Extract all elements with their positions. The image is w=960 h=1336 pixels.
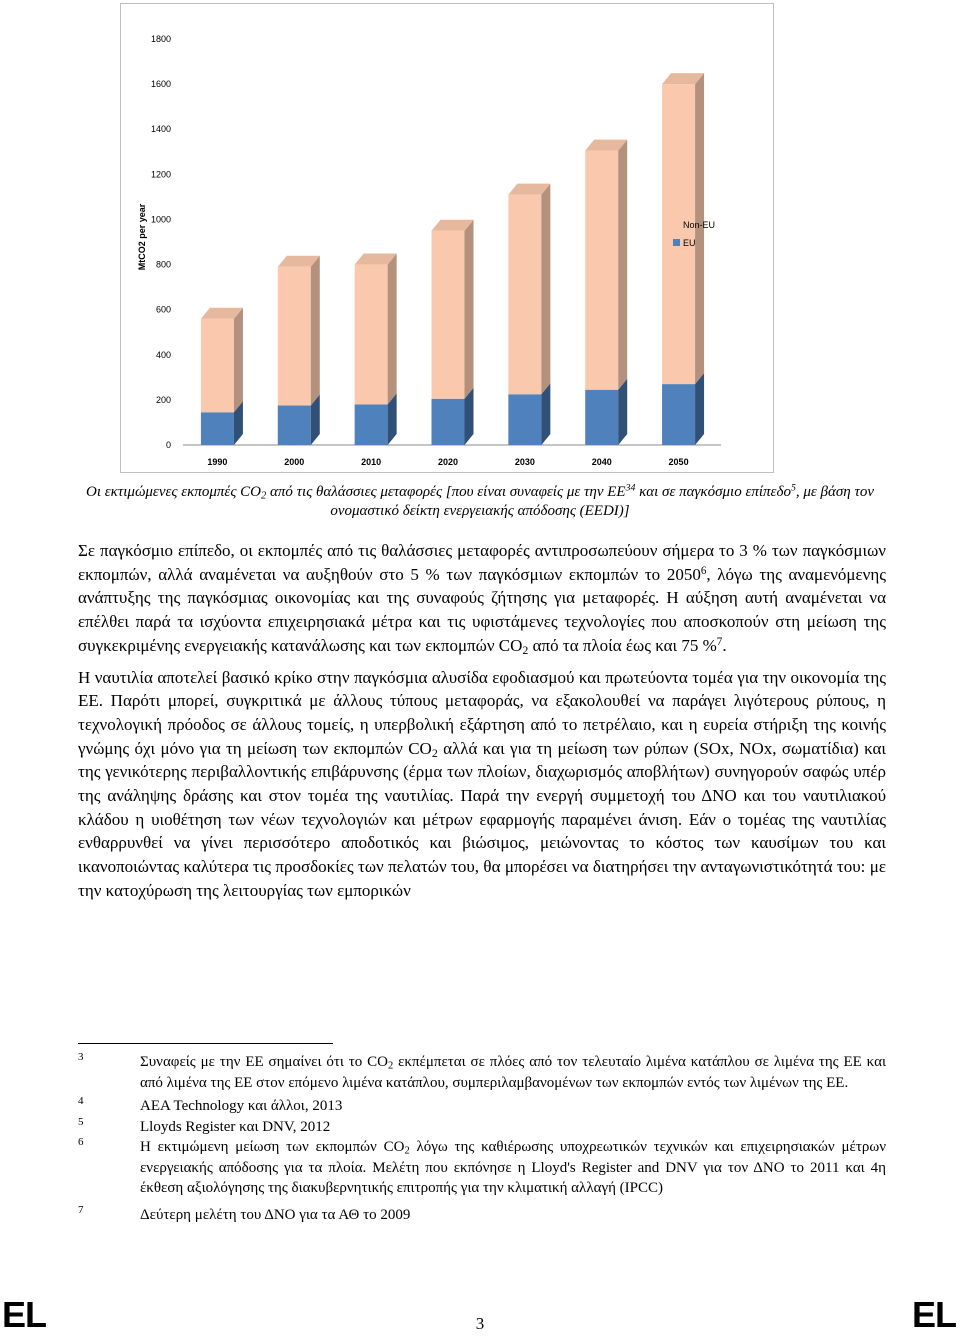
- text: λόγω της καθιέρωσης υποχρεωτικών τεχνικών και επιχειρησιακών μέτρων ενεργειακής απόδοσης για τα πλοία. Μελέτη που εκπόνησε η Lloyd's Register and DNV για τον ΔΝΟ το 2011 και 4η έκθεση αξιολόγησης της διακυβερνητικής επιτροπής για την κλιματική αλλαγή (IPCC): [140, 1139, 886, 1196]
- footnote-ref: 6: [700, 564, 707, 577]
- bar-eu-2030: [508, 394, 541, 445]
- chart-svg: [121, 4, 775, 474]
- bar-eu-2010: [355, 404, 388, 445]
- footnote-7: [78, 1205, 886, 1226]
- footnote-number: 3: [78, 1051, 84, 1063]
- bar-eu-2050: [662, 384, 695, 445]
- y-axis-label: MtCO2 per year: [137, 203, 147, 271]
- subscript: 2: [522, 642, 529, 657]
- text: , λόγω της αναμενόμενης ανάπτυξης της παγκόσμιας οικονομίας και της συναφούς ζήτησης για μεταφορές. Η αύξηση αυτή αναμένεται να επέλθει παρά τα ισχύοντα επιχειρησιακά μέτρα και τις υφιστάμενες τεχνολογίες που αποσκοπούν στη μείωση της συγκεκριμένης ενεργειακής κατανάλωσης και των εκπομπών CO: [78, 564, 886, 655]
- legend-swatch-non-eu: [673, 221, 680, 228]
- y-tick-label: 1200: [150, 169, 171, 180]
- figure-caption: [80, 483, 880, 521]
- x-tick-label: 1990: [207, 457, 228, 467]
- caption-footnote-ref: 5: [790, 482, 796, 494]
- footnotes: [78, 1052, 886, 1225]
- paragraph-1: [78, 539, 886, 658]
- caption-text: και σε παγκόσμιο επίπεδο: [635, 484, 791, 500]
- paragraph-2: [78, 666, 886, 903]
- legend-swatch-eu: [673, 239, 680, 246]
- bar-side-non-eu-2010: [388, 254, 397, 405]
- text: AEA Technology και άλλοι, 2013: [140, 1098, 343, 1114]
- footnote-4: [78, 1096, 886, 1117]
- caption-text: , με βάση τον ονομαστικό δείκτη ενεργειακής απόδοσης (EEDI)]: [330, 484, 874, 519]
- caption-sub: 2: [261, 490, 267, 502]
- x-tick-label: 2000: [284, 457, 305, 467]
- bar-side-eu-2040: [618, 379, 627, 445]
- bar-side-non-eu-1990: [234, 308, 243, 413]
- bar-eu-1990: [201, 412, 234, 445]
- y-tick-label: 600: [155, 304, 171, 315]
- page-number: 3: [475, 1314, 485, 1333]
- footnote-separator: [78, 1043, 333, 1044]
- bar-non-eu-2050: [662, 84, 695, 384]
- bar-non-eu-2020: [432, 231, 465, 399]
- y-tick-label: 800: [155, 259, 171, 270]
- bar-non-eu-2000: [278, 267, 311, 406]
- footnote-number: 7: [78, 1203, 84, 1216]
- bar-non-eu-2040: [585, 151, 618, 390]
- x-tick-label: 2010: [361, 457, 382, 467]
- text: .: [722, 635, 727, 655]
- bar-eu-2000: [278, 406, 311, 445]
- footnote-3: [78, 1052, 886, 1093]
- legend-label: EU: [683, 238, 696, 248]
- body-text: [78, 539, 886, 911]
- text: Η ναυτιλία αποτελεί βασικό κρίκο στην παγκόσμια αλυσίδα εφοδιασμού και πρωτεύοντα τομέα για την οικονομία της ΕΕ. Παρότι μπορεί, συγκριτικά με άλλους τύπους μεταφοράς, να εξακολουθεί να παράγει λιγότερους ρύπους, η τεχνολογική πρόοδος σε άλλους τομείς, η υπερβολική εξάρτηση από το πετρέλαιο, και η ευρεία στήριξη της κοινής γνώμης όχι μόνο για τη μείωση των εκπομπών CO: [78, 667, 886, 758]
- footnote-6: [78, 1137, 886, 1199]
- bar-side-non-eu-2030: [541, 184, 550, 395]
- language-code-left: EL: [2, 1294, 47, 1335]
- footnote-number: 4: [78, 1095, 84, 1107]
- x-tick-label: 2030: [514, 457, 535, 467]
- bar-eu-2040: [585, 390, 618, 445]
- footnote-number: 5: [78, 1115, 84, 1128]
- text: εκπέμπεται σε πλόες από τον τελευταίο λιμένα κατάπλου σε λιμένα της ΕΕ και από λιμένα της ΕΕ στον επόμενο λιμένα κατάπλου, συμπεριλαμβανομένων των εκπομπών εντός των λιμένων της ΕΕ.: [140, 1054, 886, 1091]
- bar-side-non-eu-2040: [618, 140, 627, 390]
- y-tick-label: 1800: [150, 34, 171, 44]
- legend-label: Non-EU: [683, 220, 716, 230]
- bar-side-eu-2050: [695, 373, 704, 445]
- y-tick-label: 1000: [150, 214, 171, 225]
- text: Lloyds Register και DNV, 2012: [140, 1118, 331, 1135]
- footnote-number: 6: [78, 1136, 84, 1148]
- y-tick-label: 200: [155, 394, 171, 405]
- subscript: 2: [431, 745, 438, 760]
- bar-non-eu-2010: [355, 265, 388, 405]
- caption-footnote-ref: 34: [625, 482, 636, 494]
- y-tick-label: 0: [165, 440, 171, 450]
- text: Συναφείς με την ΕΕ σημαίνει ότι το CO: [140, 1054, 388, 1070]
- caption-text: Οι εκτιμώμενες εκπομπές CO: [86, 484, 262, 500]
- footnote-ref: 7: [716, 635, 723, 648]
- bar-side-non-eu-2020: [465, 220, 474, 399]
- bar-non-eu-1990: [201, 319, 234, 413]
- text: Δεύτερη μελέτη του ΔΝΟ για τα ΑΘ το 2009: [140, 1206, 411, 1223]
- bar-eu-2020: [432, 399, 465, 445]
- footnote-5: [78, 1117, 886, 1138]
- x-tick-label: 2050: [668, 457, 689, 467]
- y-tick-label: 1400: [150, 124, 171, 135]
- x-tick-label: 2040: [591, 457, 612, 467]
- text: από τα πλοία έως και 75 %: [528, 635, 717, 655]
- text: αλλά και για τη μείωση των ρύπων (SOx, NOx, σωματίδια) και της γενικότερης περιβαλλοντικής επιβάρυνσης (έρμα των πλοίων, διαχωρισμός αποβλήτων) συνηγορούν σαφώς υπέρ της ανάληψης δράσης και στον τομέα της ναυτιλίας. Παρά την ενεργή συμμετοχή του ΔΝΟ και του ναυτιλιακού κλάδου η υιοθέτηση των νέων τεχνολογιών και μέτρων εφαρμογής παραμένει άνιση. Εάν ο τομέας της ναυτιλίας ενθαρρυνθεί να γίνει περισσότερο αποδοτικός και βιώσιμος, μειώνοντας το κόστος των καυσίμων του και ικανοποιώντας καλύτερα τις προσδοκίες των πελατών του, θα μπορέσει να διατηρήσει την ανταγωνιστικότητά του: με την κατοχύρωση της λειτουργίας των εμπορικών: [78, 738, 887, 900]
- text: Σε παγκόσμιο επίπεδο, οι εκπομπές από τις θαλάσσιες μεταφορές αντιπροσωπεύουν σήμερα το 3 % των παγκόσμιων εκπομπών, αλλά αναμένεται να αυξηθούν στο 5 % των παγκόσμιων εκπομπών το 2050: [78, 541, 886, 584]
- text: Η εκτιμώμενη μείωση των εκπομπών CO: [140, 1139, 405, 1155]
- caption-text: από τις θαλάσσιες μεταφορές [που είναι συναφείς με την ΕΕ: [266, 484, 626, 500]
- subscript: 2: [388, 1060, 394, 1072]
- bar-non-eu-2030: [508, 195, 541, 395]
- subscript: 2: [404, 1145, 410, 1157]
- emissions-chart: [120, 3, 774, 473]
- bar-side-non-eu-2000: [311, 256, 320, 406]
- language-code-right: EL: [911, 1294, 956, 1335]
- y-tick-label: 400: [155, 349, 171, 360]
- x-tick-label: 2020: [437, 457, 459, 467]
- y-tick-label: 1600: [150, 79, 171, 90]
